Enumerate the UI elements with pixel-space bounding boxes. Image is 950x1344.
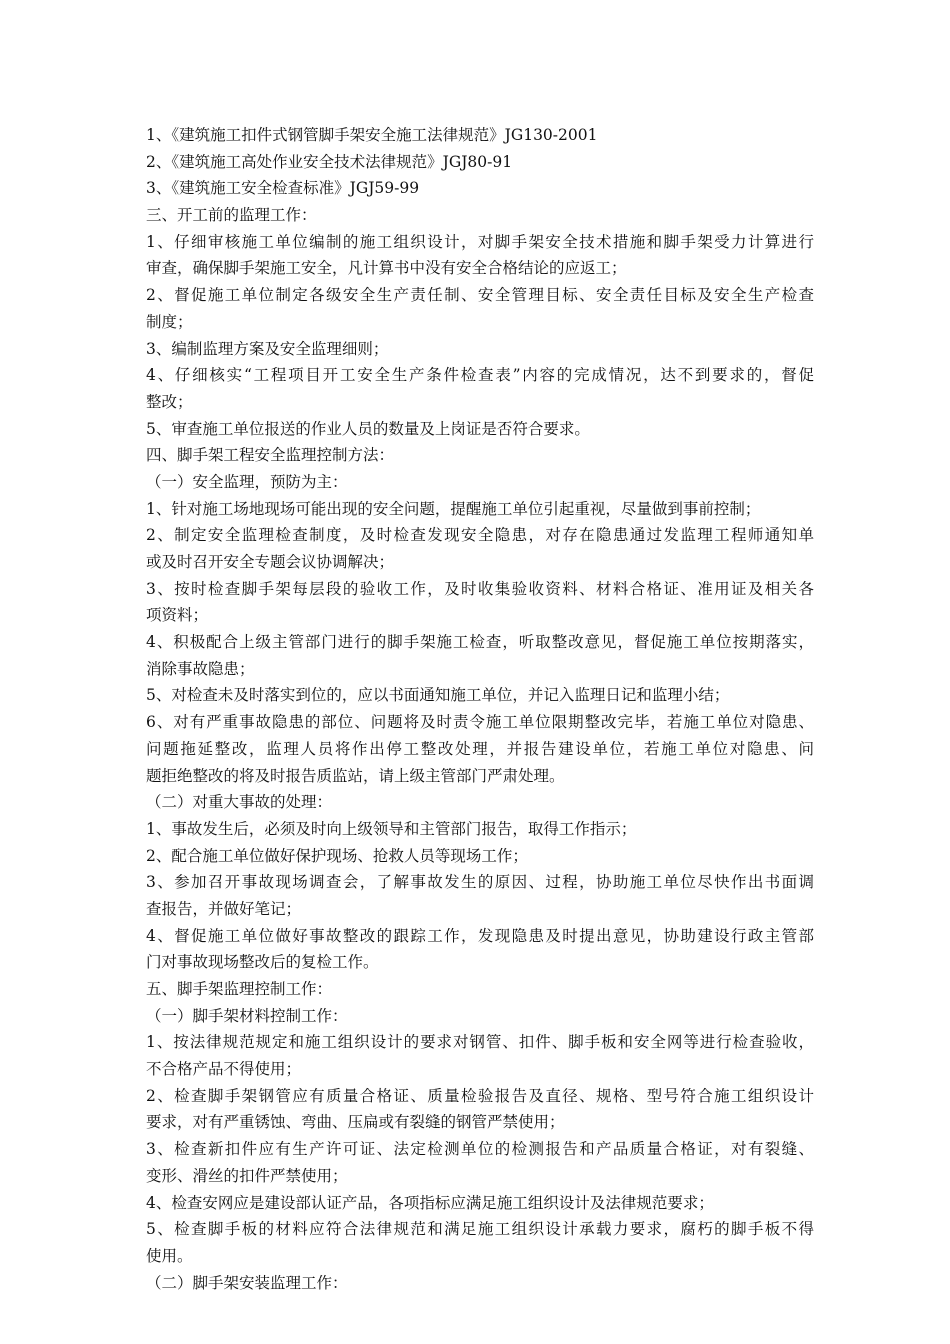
text-line: 整改； (146, 392, 193, 411)
section-heading: 四、脚手架工程安全监理控制方法： (146, 446, 395, 465)
text-line: 4、督促施工单位做好事故整改的跟踪工作，发现隐患及时提出意见，协助建设行政主管部 (146, 926, 814, 945)
text-line: 问题拖延整改，监理人员将作出停工整改处理，并报告建设单位，若施工单位对隐患、问 (146, 739, 814, 758)
text-line: 审查，确保脚手架施工安全，凡计算书中没有安全合格结论的应返工； (146, 259, 627, 278)
subsection-heading: （二）脚手架安装监理工作： (146, 1273, 348, 1292)
section-heading: 三、开工前的监理工作： (146, 206, 317, 225)
text-line: 2、督促施工单位制定各级安全生产责任制、安全管理目标、安全责任目标及安全生产检查 (146, 286, 814, 305)
text-line: 题拒绝整改的将及时报告质监站，请上级主管部门严肃处理。 (146, 766, 565, 785)
text-line: 1、按法律规范规定和施工组织设计的要求对钢管、扣件、脚手板和安全网等进行检查验收， (146, 1033, 814, 1052)
text-line: 1、事故发生后，必须及时向上级领导和主管部门报告，取得工作指示； (146, 819, 637, 838)
text-line: 4、检查安网应是建设部认证产品，各项指标应满足施工组织设计及法律规范要求； (146, 1193, 714, 1212)
text-line: 3、《建筑施工安全检查标准》JGJ59-99 (146, 179, 420, 198)
text-line: 消除事故隐患； (146, 659, 255, 678)
text-line: 2、《建筑施工高处作业安全技术法律规范》JGJ80-91 (146, 152, 513, 171)
text-line: 1、针对施工场地现场可能出现的安全问题，提醒施工单位引起重视，尽量做到事前控制； (146, 499, 761, 518)
subsection-heading: （一）安全监理，预防为主： (146, 472, 348, 491)
text-line: 3、编制监理方案及安全监理细则； (146, 339, 389, 358)
text-line: 1、仔细审核施工单位编制的施工组织设计，对脚手架安全技术措施和脚手架受力计算进行 (146, 232, 814, 251)
text-line: 或及时召开安全专题会议协调解决； (146, 553, 395, 571)
text-line: 5、对检查未及时落实到位的，应以书面通知施工单位，并记入监理日记和监理小结； (146, 686, 730, 705)
text-line: 4、积极配合上级主管部门进行的脚手架施工检查，听取整改意见，督促施工单位按期落实， (146, 633, 814, 652)
text-line: 6、对有严重事故隐患的部位、问题将及时责令施工单位限期整改完毕，若施工单位对隐患、 (146, 713, 814, 732)
section-heading: 五、脚手架监理控制工作： (146, 980, 333, 998)
text-line: 查报告，并做好笔记； (146, 899, 302, 918)
text-line: 3、参加召开事故现场调查会，了解事故发生的原因、过程，协助施工单位尽快作出书面调 (146, 873, 814, 892)
text-line: 制度； (146, 312, 193, 331)
text-line: 变形、滑丝的扣件严禁使用； (146, 1166, 348, 1185)
text-line: 2、制定安全监理检查制度，及时检查发现安全隐患，对存在隐患通过发监理工程师通知单 (146, 526, 814, 545)
text-line: 3、检查新扣件应有生产许可证、法定检测单位的检测报告和产品质量合格证，对有裂缝、 (146, 1140, 814, 1159)
text-line: 要求，对有严重锈蚀、弯曲、压扁或有裂缝的钢管严禁使用； (146, 1113, 565, 1132)
text-line: 1、《建筑施工扣件式钢管脚手架安全施工法律规范》JG130-2001 (146, 126, 598, 144)
text-line: 项资料； (146, 606, 209, 625)
subsection-heading: （二）对重大事故的处理： (146, 793, 333, 812)
text-line: 不合格产品不得使用； (146, 1060, 302, 1079)
text-line: 5、检查脚手板的材料应符合法律规范和满足施工组织设计承载力要求，腐朽的脚手板不得 (146, 1220, 814, 1239)
subsection-heading: （一）脚手架材料控制工作： (146, 1006, 348, 1025)
text-line: 使用。 (146, 1246, 193, 1265)
text-line: 门对事故现场整改后的复检工作。 (146, 953, 379, 972)
text-line: 5、审查施工单位报送的作业人员的数量及上岗证是否符合要求。 (146, 419, 590, 438)
text-line: 3、按时检查脚手架每层段的验收工作，及时收集验收资料、材料合格证、准用证及相关各 (146, 579, 814, 598)
text-line: 2、检查脚手架钢管应有质量合格证、质量检验报告及直径、规格、型号符合施工组织设计 (146, 1086, 814, 1105)
text-line: 2、配合施工单位做好保护现场、抢救人员等现场工作； (146, 846, 528, 865)
document-body (146, 122, 814, 1296)
text-line: 4、仔细核实“工程项目开工安全生产条件检查表”内容的完成情况，达不到要求的，督促 (146, 366, 814, 385)
